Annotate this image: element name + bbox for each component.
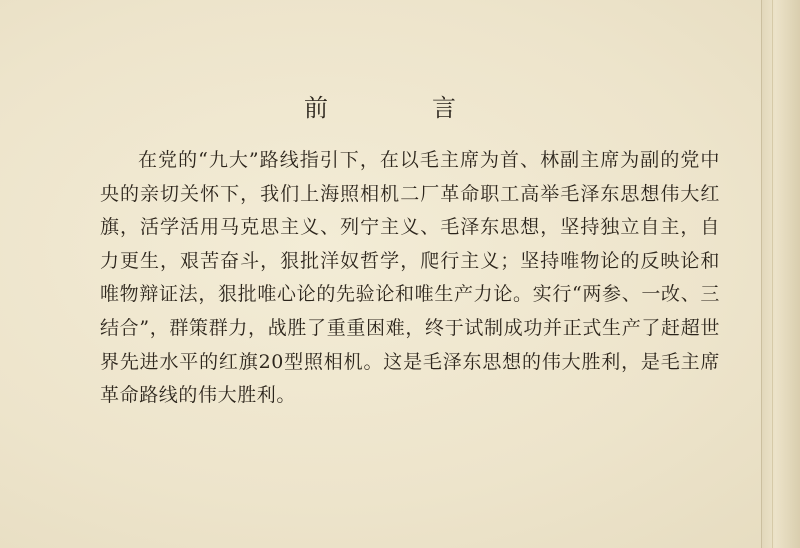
body-paragraph: 在党的“九大”路线指引下，在以毛主席为首、林副主席为副的党中央的亲切关怀下，我们上海照相机二厂革命职工高举毛泽东思想伟大红旗，活学活用马克思主义、列宁主义、毛泽东思想，坚持独立自主，自力更生，艰苦奋斗，狠批洋奴哲学，爬行主义；坚持唯物论的反映论和唯物辩证法，狠批唯心论的先验论和唯生产力论。实行“两参、一改、三结合”，群策群力，战胜了重重困难，终于试制成功并正式生产了赶超世界先进水平的红旗20型照相机。这是毛泽东思想的伟大胜利，是毛主席革命路线的伟大胜利。 [100, 149, 720, 407]
page-title: 前 言 [304, 94, 496, 122]
page-edge [761, 0, 800, 548]
